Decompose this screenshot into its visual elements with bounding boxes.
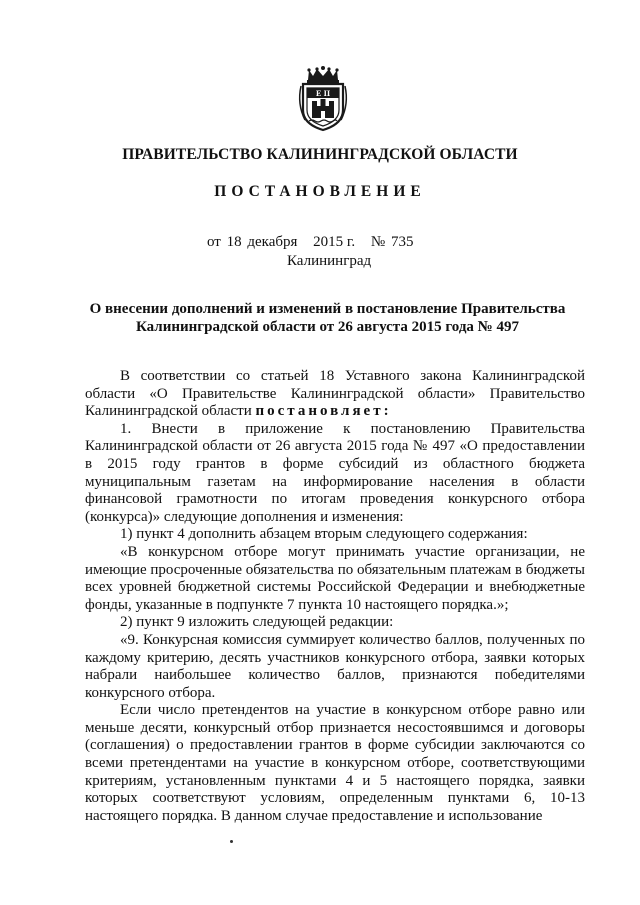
government-name: ПРАВИТЕЛЬСТВО КАЛИНИНГРАДСКОЙ ОБЛАСТИ: [122, 146, 518, 163]
date-month: декабря: [247, 234, 298, 250]
paragraph: 1. Внести в приложение к постановлению Правительства Калининградской области от 26 августа 2015 года № 497 «О предоставлении в 2015 году грантов в форме субсидий из областного бюджета муниципальным газетам на информирование населения в области финансовой грамотности по итогам проведения конкурсного отбора (конкурса)» следующие дополнения и изменения:: [85, 420, 585, 525]
city: Калининград: [287, 253, 372, 269]
date-prefix: от: [207, 234, 221, 250]
paragraph: «9. Конкурсная комиссия суммирует количество баллов, полученных по каждому критерию, десять участников конкурсного отбора, заявки которых набрали наибольшее количество баллов, признаются победителями конкурсного отбора.: [85, 631, 585, 701]
date-year: 2015 г.: [313, 234, 356, 250]
date-day: 18: [226, 234, 242, 250]
paragraph-text: В соответствии со статьей 18 Уставного закона Калининградской области «О Правительстве Калининградской области» Правительство Калининградской области: [85, 368, 585, 420]
paragraph: 2) пункт 9 изложить следующей редакции:: [120, 614, 394, 631]
paragraph: «В конкурсном отборе могут принимать участие организации, не имеющие просроченные обязательства по обязательным платежам в бюджеты всех уровней бюджетной системы Российской Федерации и внебюджетные фонды, указанные в подпункте 7 пункта 10 настоящего порядка.»;: [85, 543, 585, 613]
paragraph: 1) пункт 4 дополнить абзацем вторым следующего содержания:: [120, 526, 528, 543]
document-body: [85, 368, 585, 825]
document-date-line: [207, 234, 415, 251]
document-type: ПОСТАНОВЛЕНИЕ: [214, 183, 426, 200]
paragraph: [85, 368, 585, 421]
scan-mark: [230, 840, 233, 843]
number-label: №: [370, 234, 386, 250]
paragraph: Если число претендентов на участие в конкурсном отборе равно или меньше десяти, конкурсный отбор признается несостоявшимся и договоры (соглашения) о предоставлении грантов в форме субсидии заключаются со всеми претендентами на участие в конкурсном отборе, соответствующими критериям, установленным пунктами 4 и 5 настоящего порядка, заявки которых соответствуют условиям, определенным пунктами 6, 10-13 настоящего порядка. В данном случае предоставление и использование: [85, 702, 585, 824]
document-number: 735: [390, 234, 414, 250]
svg-text:Е II: Е II: [315, 89, 331, 98]
document-title: О внесении дополнений и изменений в постановление Правительства Калининградской области от 26 августа 2015 года № 497: [89, 301, 566, 335]
decree-word: постановляет:: [255, 403, 392, 420]
kaliningrad-coat-of-arms-icon: [295, 66, 351, 132]
